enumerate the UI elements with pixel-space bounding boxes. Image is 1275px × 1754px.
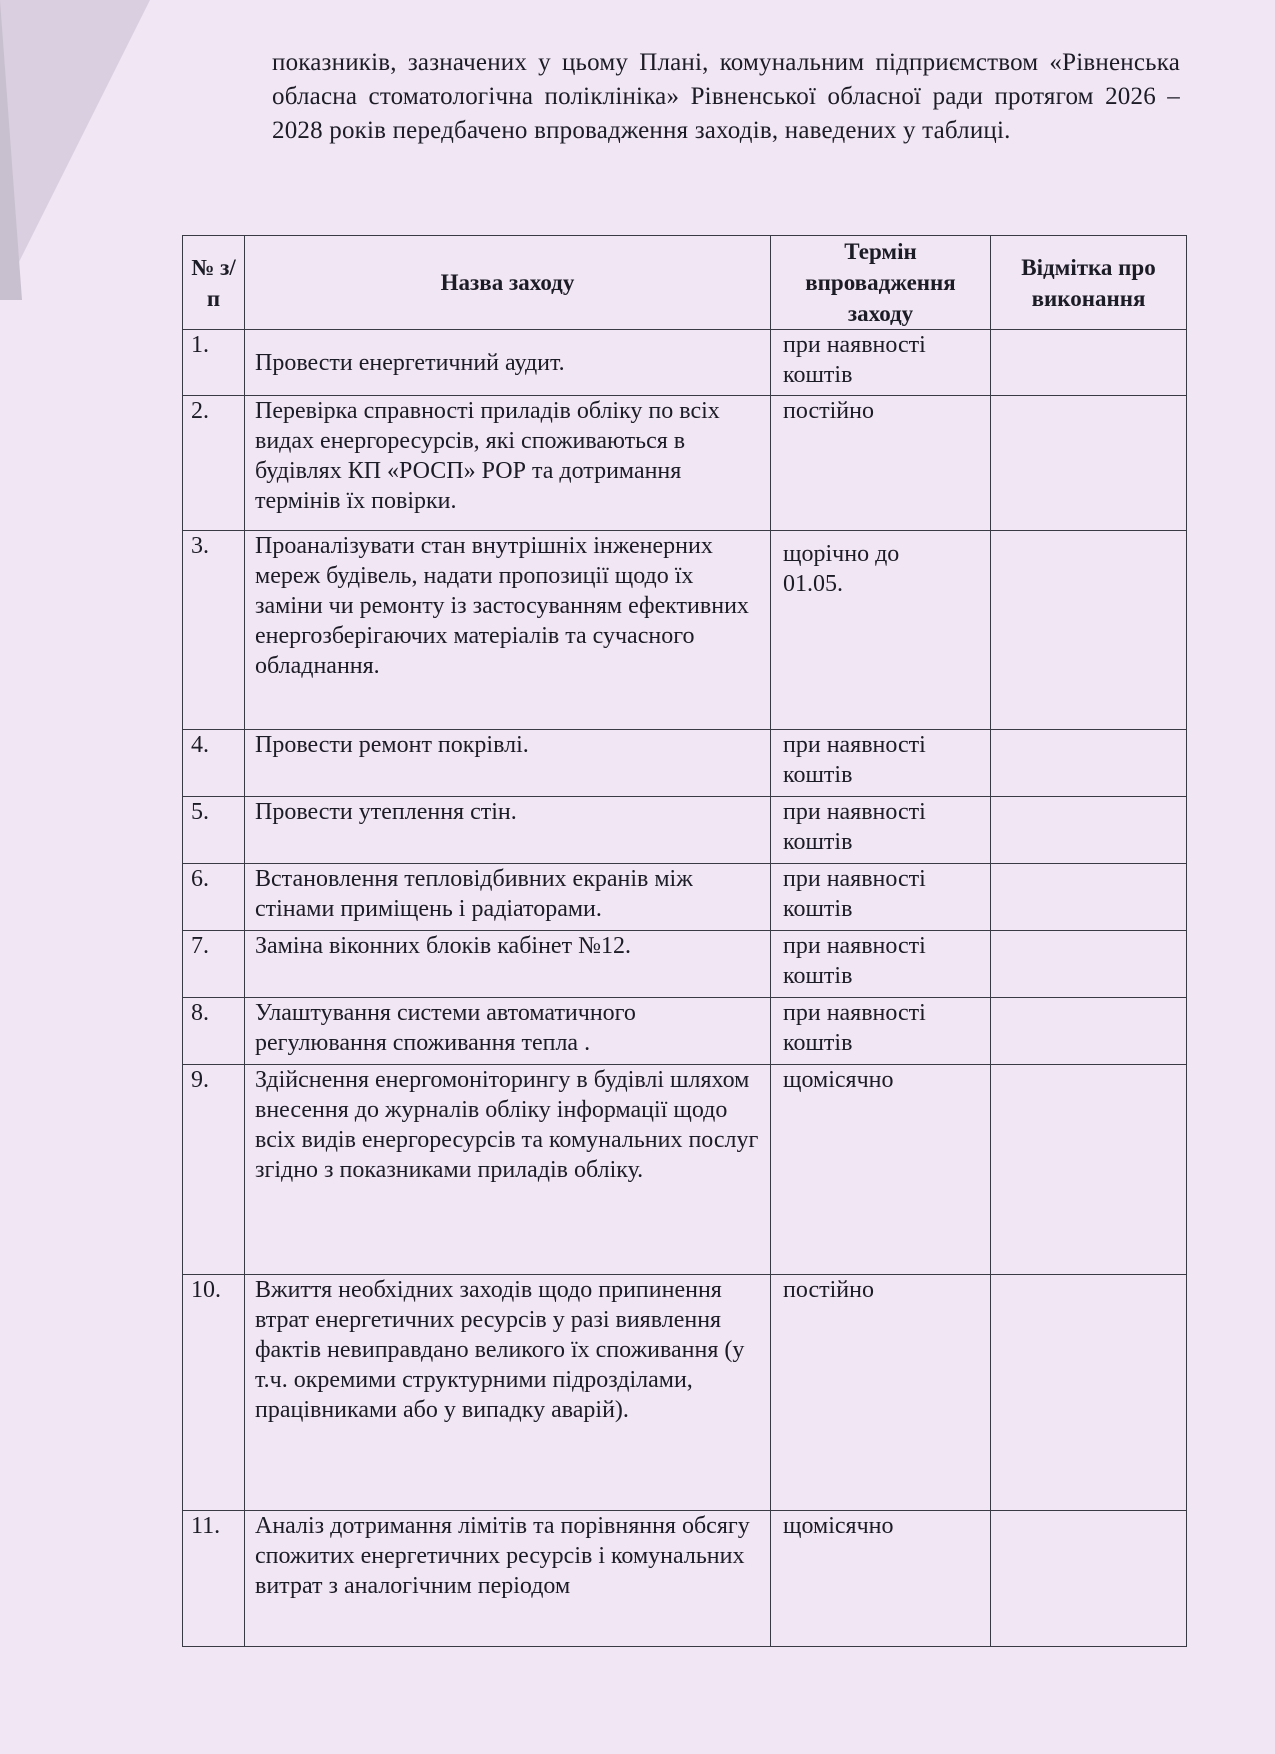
row-measure-name: Перевірка справності приладів обліку по всіх видах енергоресурсів, які споживаються в будівлях КП «РОСП» РОР та дотримання термінів їх повірки.	[245, 396, 771, 531]
row-number: 3.	[183, 531, 245, 730]
table-header-row	[183, 236, 1187, 330]
row-completion-mark	[991, 1065, 1187, 1275]
row-term: при наявності коштів	[771, 330, 991, 396]
header-completion-mark: Відмітка про виконання	[991, 236, 1187, 330]
row-term: щомісячно	[771, 1511, 991, 1647]
row-completion-mark	[991, 531, 1187, 730]
measures-table	[182, 235, 1187, 1647]
table-row	[183, 330, 1187, 396]
table-row	[183, 396, 1187, 531]
page-fold-shadow	[0, 0, 150, 300]
row-number: 6.	[183, 864, 245, 931]
row-term: постійно	[771, 396, 991, 531]
row-term: при наявності коштів	[771, 864, 991, 931]
row-completion-mark	[991, 1275, 1187, 1511]
row-number: 1.	[183, 330, 245, 396]
row-completion-mark	[991, 797, 1187, 864]
row-measure-name: Провести ремонт покрівлі.	[245, 730, 771, 797]
table-row	[183, 531, 1187, 730]
row-measure-text: Провести енергетичний аудит.	[255, 350, 565, 376]
row-term: при наявності коштів	[771, 730, 991, 797]
row-number: 10.	[183, 1275, 245, 1511]
row-measure-name	[245, 330, 771, 396]
row-measure-name: Аналіз дотримання лімітів та порівняння обсягу спожитих енергетичних ресурсів і комунальних витрат з аналогічним періодом	[245, 1511, 771, 1647]
page-edge-shadow	[0, 0, 22, 300]
row-term: щомісячно	[771, 1065, 991, 1275]
row-term: при наявності коштів	[771, 998, 991, 1065]
row-term: при наявності коштів	[771, 797, 991, 864]
row-measure-name: Встановлення тепловідбивних екранів між стінами приміщень і радіаторами.	[245, 864, 771, 931]
table-row	[183, 864, 1187, 931]
row-term: при наявності коштів	[771, 931, 991, 998]
table-row	[183, 730, 1187, 797]
header-term: Термін впровадження заходу	[771, 236, 991, 330]
row-number: 8.	[183, 998, 245, 1065]
table-row	[183, 797, 1187, 864]
row-measure-name: Вжиття необхідних заходів щодо припинення втрат енергетичних ресурсів у разі виявлення фактів невиправдано великого їх споживання (у т.ч. окремими структурними підрозділами, працівниками або у випадку аварій).	[245, 1275, 771, 1511]
row-measure-name: Заміна віконних блоків кабінет №12.	[245, 931, 771, 998]
table-row	[183, 1275, 1187, 1511]
header-number: № з/п	[183, 236, 245, 330]
table-row	[183, 1511, 1187, 1647]
row-number: 5.	[183, 797, 245, 864]
table-row	[183, 931, 1187, 998]
row-completion-mark	[991, 396, 1187, 531]
row-completion-mark	[991, 330, 1187, 396]
row-measure-name: Улаштування системи автоматичного регулювання споживання тепла .	[245, 998, 771, 1065]
row-number: 2.	[183, 396, 245, 531]
row-term: постійно	[771, 1275, 991, 1511]
table-row	[183, 998, 1187, 1065]
row-completion-mark	[991, 998, 1187, 1065]
row-number: 7.	[183, 931, 245, 998]
row-measure-name: Проаналізувати стан внутрішніх інженерних мереж будівель, надати пропозиції щодо їх заміни чи ремонту із застосуванням ефективних енергозберігаючих матеріалів та сучасного обладнання.	[245, 531, 771, 730]
row-completion-mark	[991, 931, 1187, 998]
row-measure-name: Здійснення енергомоніторингу в будівлі шляхом внесення до журналів обліку інформації щодо всіх видів енергоресурсів та комунальних послуг згідно з показниками приладів обліку.	[245, 1065, 771, 1275]
row-completion-mark	[991, 1511, 1187, 1647]
row-number: 9.	[183, 1065, 245, 1275]
row-term: щорічно до 01.05.	[771, 531, 991, 730]
table-row	[183, 1065, 1187, 1275]
row-number: 11.	[183, 1511, 245, 1647]
row-completion-mark	[991, 730, 1187, 797]
header-measure-name: Назва заходу	[245, 236, 771, 330]
row-measure-name: Провести утеплення стін.	[245, 797, 771, 864]
intro-paragraph: показників, зазначених у цьому Плані, комунальним підприємством «Рівненська обласна стоматологічна поліклініка» Рівненської обласної ради протягом 2026 – 2028 років передбачено впровадження заходів, наведених у таблиці.	[272, 49, 1180, 144]
row-number: 4.	[183, 730, 245, 797]
row-completion-mark	[991, 864, 1187, 931]
